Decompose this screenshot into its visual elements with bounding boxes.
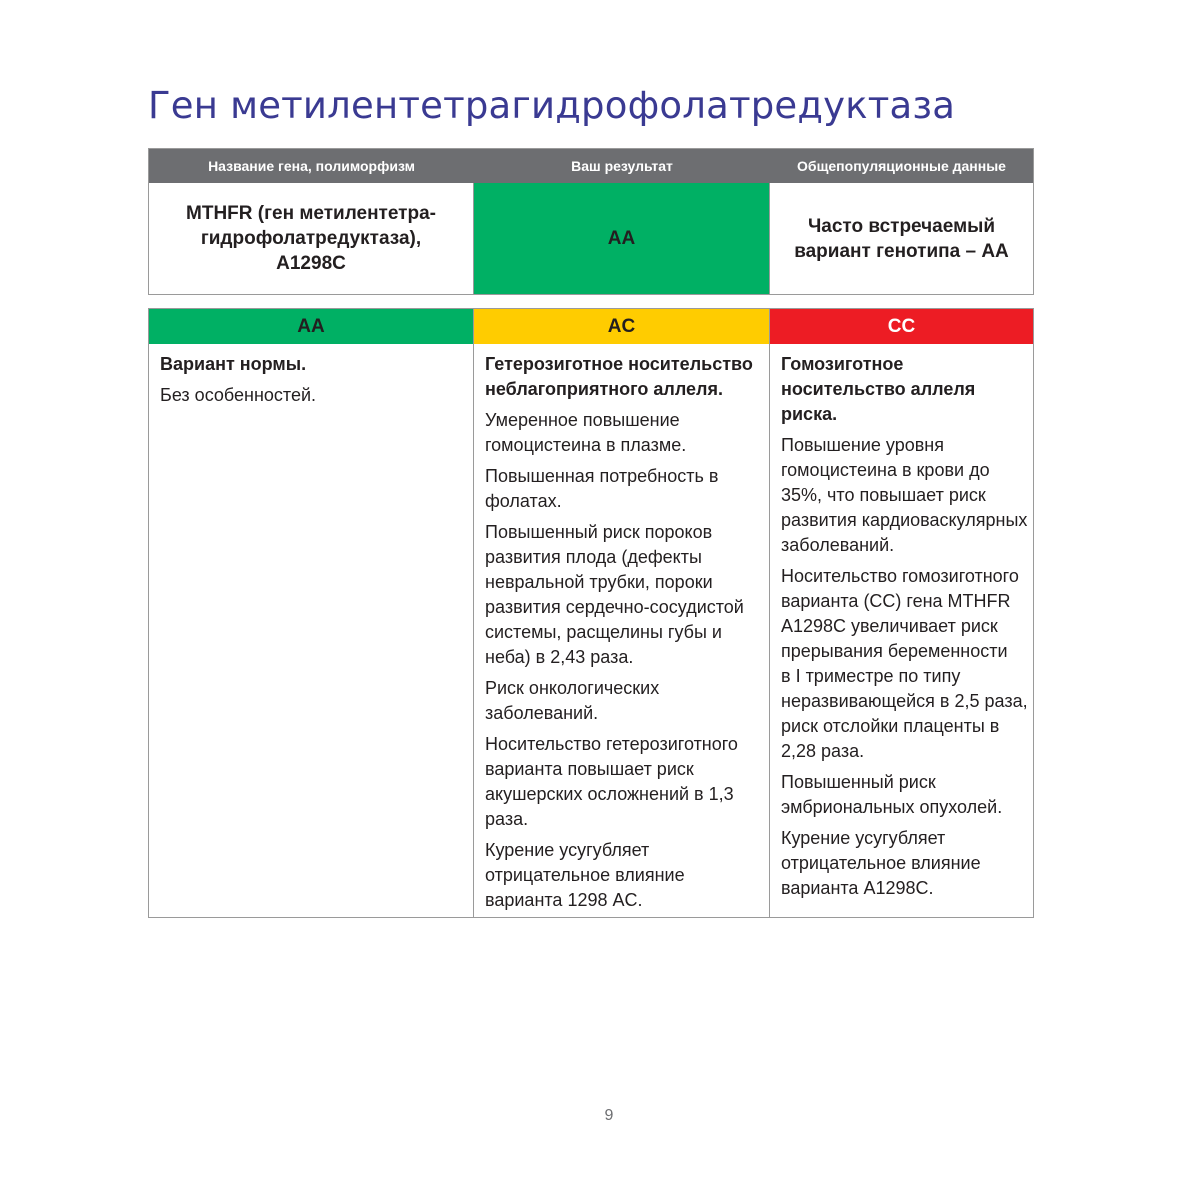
gene-line: A1298C: [276, 253, 346, 274]
genotype-header-aa: AA: [149, 309, 474, 344]
text-line: неблагоприятного аллеля.: [485, 379, 723, 399]
text-line: в I триместре по типу: [781, 666, 961, 686]
text-line: отрицательное влияние: [485, 865, 685, 885]
population-line: вариант генотипа – AA: [794, 240, 1009, 262]
genotype-header-cc: CC: [770, 309, 1033, 344]
text-line: развития кардиоваскулярных: [781, 510, 1028, 530]
text-line: отрицательное влияние: [781, 853, 981, 873]
genotype-paragraph: [485, 520, 769, 670]
text-line: неразвивающейся в 2,5 раза,: [781, 691, 1028, 711]
page-number: 9: [604, 1107, 614, 1124]
genotype-column-cc: [770, 344, 1033, 917]
text-line: гомоцистеина в крови до: [781, 460, 990, 480]
text-line: заболеваний.: [781, 535, 895, 555]
text-line: Повышенная потребность в: [485, 466, 719, 486]
genotype-column-ac: [474, 344, 770, 917]
genotype-title: [160, 352, 473, 377]
text-line: раза.: [485, 809, 529, 829]
genotype-header-row: [149, 309, 1033, 344]
text-line: акушерских осложнений в 1,3: [485, 784, 734, 804]
genotype-paragraph: [485, 732, 769, 832]
gene-cell: [149, 183, 474, 294]
genotype-paragraph: [485, 838, 769, 913]
text-line: Гомозиготное: [781, 354, 904, 374]
gene-line: гидрофолатредуктаза),: [200, 228, 422, 249]
text-line: развития сердечно-сосудистой: [485, 597, 744, 617]
genotype-paragraph: [485, 676, 769, 726]
text-line: прерывания беременности: [781, 641, 1008, 661]
summary-table: [148, 148, 1034, 295]
genotype-paragraph: [160, 383, 473, 408]
summary-body-row: [149, 183, 1033, 294]
genotype-paragraph: [781, 564, 1033, 764]
genotype-paragraph: [781, 433, 1033, 558]
genotype-column-aa: [149, 344, 474, 917]
genotype-title: [485, 352, 769, 402]
text-line: 35%, что повышает риск: [781, 485, 986, 505]
text-line: A1298C увеличивает риск: [781, 616, 998, 636]
header-gene-name: Название гена, полиморфизм: [208, 158, 415, 174]
text-line: варианта A1298C.: [781, 878, 934, 898]
genotype-paragraph: [485, 464, 769, 514]
text-line: варианта повышает риск: [485, 759, 694, 779]
text-line: развития плода (дефекты: [485, 547, 702, 567]
text-line: Повышение уровня: [781, 435, 944, 455]
text-line: Гетерозиготное носительство: [485, 354, 753, 374]
text-line: риска.: [781, 404, 838, 424]
text-line: фолатах.: [485, 491, 562, 511]
genotype-title: [781, 352, 1033, 427]
text-line: 2,28 раза.: [781, 741, 865, 761]
genotype-paragraph: [781, 826, 1033, 901]
text-line: носительство аллеля: [781, 379, 976, 399]
header-your-result: Ваш результат: [571, 158, 673, 174]
text-line: Без особенностей.: [160, 385, 317, 405]
result-cell: AA: [474, 183, 770, 294]
text-line: Курение усугубляет: [781, 828, 946, 848]
text-line: Носительство гомозиготного: [781, 566, 1019, 586]
text-line: Курение усугубляет: [485, 840, 650, 860]
text-line: Повышенный риск: [781, 772, 936, 792]
text-line: невральной трубки, пороки: [485, 572, 713, 592]
text-line: неба) в 2,43 раза.: [485, 647, 634, 667]
text-line: Риск онкологических: [485, 678, 660, 698]
text-line: эмбриональных опухолей.: [781, 797, 1003, 817]
text-line: варианта 1298 AC.: [485, 890, 643, 910]
text-line: риск отслойки плаценты в: [781, 716, 1000, 736]
text-line: Умеренное повышение: [485, 410, 680, 430]
text-line: системы, расщелины губы и: [485, 622, 722, 642]
genotype-table: [148, 308, 1034, 918]
text-line: варианта (CC) гена MTHFR: [781, 591, 1011, 611]
text-line: Повышенный риск пороков: [485, 522, 713, 542]
genotype-body-row: [149, 344, 1033, 917]
genotype-paragraph: [485, 408, 769, 458]
text-line: Вариант нормы.: [160, 354, 307, 374]
summary-header-row: [149, 149, 1033, 183]
page-title: Ген метилентетрагидрофолатредуктаза: [148, 84, 956, 127]
genotype-paragraph: [781, 770, 1033, 820]
text-line: Носительство гетерозиготного: [485, 734, 738, 754]
text-line: заболеваний.: [485, 703, 599, 723]
header-population-data: Общепопуляционные данные: [797, 158, 1006, 174]
gene-line: MTHFR (ген метилентетра-: [186, 203, 436, 224]
population-line: Часто встречаемый: [807, 215, 996, 237]
text-line: гомоцистеина в плазме.: [485, 435, 687, 455]
population-cell: [770, 183, 1033, 294]
genotype-header-ac: AC: [474, 309, 770, 344]
